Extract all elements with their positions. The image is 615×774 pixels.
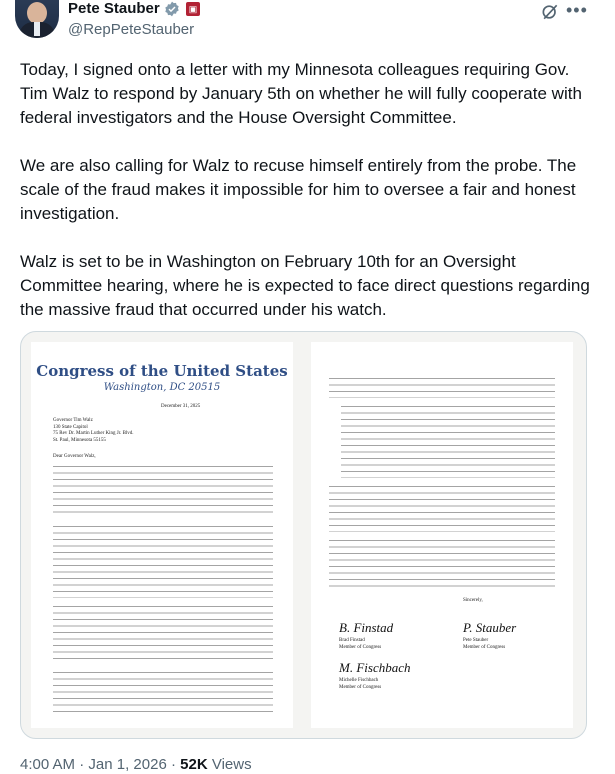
letter-image[interactable]: [20, 331, 587, 739]
signature: M. Fischbach: [339, 660, 411, 675]
tweet-date[interactable]: Jan 1, 2026: [88, 756, 167, 773]
tweet-paragraph: Walz is set to be in Washington on February 10th for an Oversight Committee hearing, where he is expected to face direct questions regarding the massive fraud that occurred under his watch.: [20, 252, 590, 319]
tweet-paragraph: We are also calling for Walz to recuse himself entirely from the probe. The scale of the fraud makes it impossible for him to oversee a fair and honest investigation.: [20, 156, 577, 223]
signatory-3: Michelle Fischbach Member of Congress: [339, 678, 382, 690]
letterhead-title: Congress of the United States: [36, 362, 288, 380]
signature: P. Stauber: [463, 620, 517, 635]
flag-icon: ▣: [186, 2, 200, 16]
letter-closing: Sincerely,: [463, 598, 483, 603]
letter-date: December 31, 2025: [161, 404, 201, 409]
avatar[interactable]: [15, 0, 59, 38]
letterhead-city: Washington, DC 20515: [103, 382, 221, 393]
verified-badge-icon: [164, 1, 180, 17]
tweet-meta: 4:00 AM · Jan 1, 2026 · 52K Views: [20, 756, 252, 773]
letter-salutation: Dear Governor Walz,: [53, 454, 96, 459]
letter-text-block: [329, 540, 555, 592]
letter-page-1: [31, 342, 293, 728]
signature: B. Finstad: [339, 620, 394, 635]
letter-page-2: [311, 342, 573, 728]
author-handle[interactable]: @RepPeteStauber: [68, 21, 195, 38]
tweet-paragraph: Today, I signed onto a letter with my Minnesota colleagues requiring Gov. Tim Walz to respond by January 5th on whether he will fully cooperate with federal investigators and the House Oversight Committee.: [20, 60, 582, 127]
letter-text-block: [53, 672, 273, 712]
signatory-2: Pete Stauber Member of Congress: [463, 638, 506, 650]
letter-text-block: [329, 486, 555, 532]
more-options-button[interactable]: •••: [566, 0, 588, 20]
signatory-1: Brad Finstad Member of Congress: [339, 638, 382, 650]
tweet-time[interactable]: 4:00 AM: [20, 756, 76, 773]
letter-text-block: [53, 526, 273, 598]
views-count: 52K: [180, 756, 208, 773]
letter-text-block: [341, 406, 555, 478]
grok-icon[interactable]: [540, 2, 560, 22]
letter-address: Governor Tim Walz 130 State Capitol 75 Rev Dr. Martin Luther King Jr. Blvd. St. Paul, Minnesota 55155: [53, 418, 134, 443]
views-label: Views: [211, 756, 252, 773]
letter-text-block: [53, 466, 273, 518]
tweet-header: [0, 0, 615, 48]
tweet-text: [20, 58, 600, 346]
letter-text-block: [329, 378, 555, 398]
author-name[interactable]: Pete Stauber: [68, 0, 160, 17]
letter-text-block: [53, 606, 273, 664]
